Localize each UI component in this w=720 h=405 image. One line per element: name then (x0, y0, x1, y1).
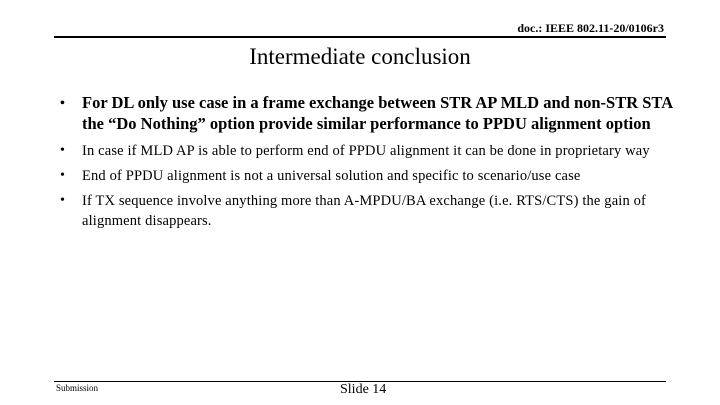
bullet-item (58, 191, 676, 231)
slide-title: Intermediate conclusion (249, 44, 471, 69)
footer-submission-label: Submission (56, 383, 99, 393)
bullet-item (58, 166, 676, 186)
document-reference: doc.: IEEE 802.11-20/0106r3 (517, 21, 664, 35)
header-divider (54, 36, 666, 38)
bullet-text: In case if MLD AP is able to perform end of PPDU alignment it can be done in proprietary way (82, 143, 650, 159)
slide-number: Slide 14 (340, 382, 387, 397)
bullet-icon: • (60, 96, 65, 111)
bullet-item (58, 92, 676, 134)
bullet-text: If TX sequence involve anything more than A-MPDU/BA exchange (i.e. RTS/CTS) the gain of alignment disappears. (82, 193, 647, 229)
bullet-text: For DL only use case in a frame exchange between STR AP MLD and non-STR STA the “Do Nothing” option provide similar performance to PPDU alignment option (82, 93, 673, 133)
bullet-list (58, 92, 676, 236)
bullet-icon: • (60, 143, 66, 158)
bullet-icon: • (60, 168, 66, 183)
bullet-item (58, 141, 676, 161)
bullet-icon: • (60, 193, 66, 208)
bullet-text: End of PPDU alignment is not a universal solution and specific to scenario/use case (82, 168, 581, 184)
